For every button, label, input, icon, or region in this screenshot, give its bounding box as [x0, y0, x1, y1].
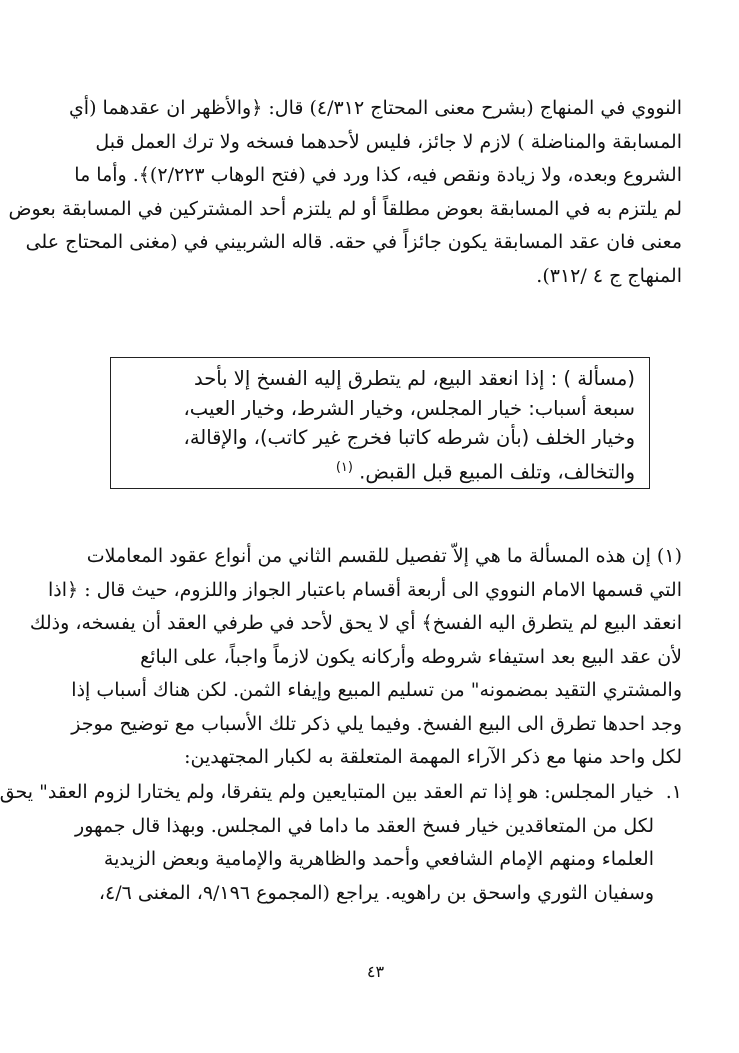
list-item-number: ١. [665, 781, 682, 803]
list-item-text [0, 776, 654, 910]
boxed-line [123, 453, 635, 487]
text-line: لم يلتزم به في المسابقة بعوض مطلقاً أو لم يلتزم أحد المشتركين في المسابقة بعوض [8, 197, 682, 220]
boxed-main-text [110, 357, 650, 489]
boxed-line: سبعة أسباب: خيار المجلس، وخيار الشرط، وخيار العيب، [183, 396, 635, 420]
text-line: وجد احدها تطرق الى البيع الفسخ. وفيما يلي ذكر تلك الأسباب مع توضيح موجز [71, 712, 682, 735]
text-line: خيار المجلس: هو إذا تم العقد بين المتبايعين ولم يتفرقا، ولم يختارا لزوم العقد" يحق [0, 781, 654, 803]
text-line: انعقد البيع لم يتطرق اليه الفسخ﴾ أي لا يحق لأحد في طرفي العقد أن يفسخه، وذلك [29, 612, 682, 634]
text-line: والمشتري التقيد بمضمونه" من تسليم المبيع وإيفاء الثمن. لكن هناك أسباب إذا [71, 679, 682, 701]
text-line: لأن عقد البيع بعد استيفاء شروطه وأركانه يكون لازماً واجباً، على البائع [140, 645, 682, 668]
text-line: معنى فان عقد المسابقة يكون جائزاً في حقه. قاله الشربيني في (مغنى المحتاج على [25, 231, 682, 253]
text-line: لكل واحد منها مع ذكر الآراء المهمة المتعلقة به لكبار المجتهدين: [184, 746, 682, 768]
footnote-paragraph [29, 540, 682, 775]
boxed-line: (مسألة ) : إذا انعقد البيع، لم يتطرق إليه الفسخ إلا بأحد [193, 367, 635, 390]
footnote-marker: (١) [335, 459, 353, 475]
page-number: ٤٣ [366, 962, 385, 981]
boxed-line: وخيار الخلف (بأن شرطه كاتبا فخرج غير كاتب)، والإقالة، [183, 426, 635, 449]
text-line: العلماء ومنهم الإمام الشافعي وأحمد والظاهرية والإمامية وبعض الزيدية [103, 848, 654, 870]
top-paragraph [8, 92, 682, 293]
boxed-last-line-text: والتخالف، وتلف المبيع قبل القبض. [359, 460, 635, 483]
text-line: لكل من المتعاقدين خيار فسخ العقد ما داما في المجلس. وبهذا قال جمهور [75, 814, 654, 837]
text-line: المنهاج ج ٤ /٣١٢). [536, 264, 682, 287]
text-line: النووي في المنهاج (بشرح معنى المحتاج ٤/٣١٢) قال: ﴿والأظهر ان عقدهما (أي [68, 97, 682, 119]
text-line: التي قسمها الامام النووي الى أربعة أقسام باعتبار الجواز واللزوم، حيث قال : ﴿اذا [48, 578, 682, 601]
text-line: (١) إن هذه المسألة ما هي إلاّ تفصيل للقسم الثاني من أنواع عقود المعاملات [86, 545, 682, 567]
text-line: وسفيان الثوري واسحق بن راهويه. يراجع (المجموع ٩/١٩٦، المغنى ٤/٦، [98, 881, 654, 904]
text-line: الشروع وبعده، ولا زيادة ونقص فيه، كذا ورد في (فتح الوهاب ٢/٢٢٣)﴾. وأما ما [74, 164, 682, 186]
text-line: المسابقة والمناضلة ) لازم لا جائز، فليس لأحدهما فسخه ولا ترك العمل قبل [95, 130, 682, 153]
